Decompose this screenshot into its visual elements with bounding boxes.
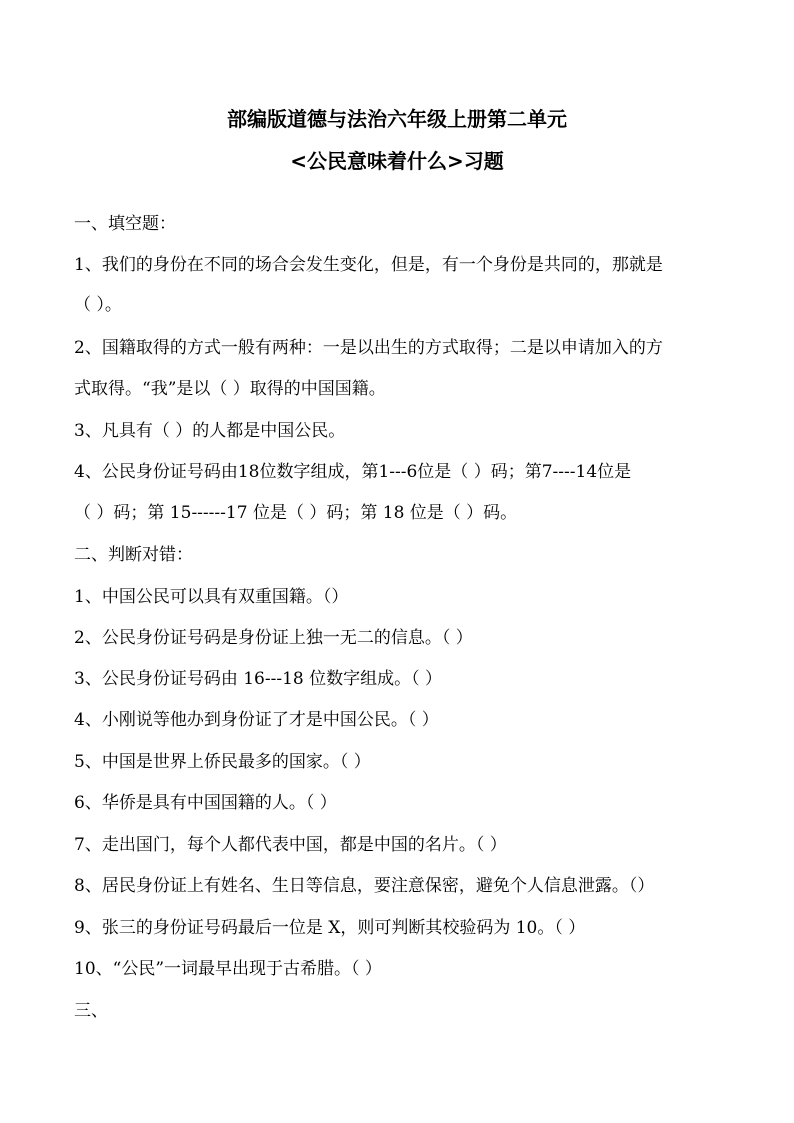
question-4-line-1: 4、公民身份证号码由18位数字组成，第1---6位是（ ）码；第7----14位是 bbox=[74, 462, 632, 482]
judgment-item-2: 2、公民身份证号码是身份证上独一无二的信息。（ ） bbox=[74, 628, 473, 648]
question-1-line-2: （ ）。 bbox=[74, 295, 122, 315]
judgment-item-7: 7、走出国门，每个人都代表中国，都是中国的名片。（ ） bbox=[74, 835, 507, 855]
question-3: 3、凡具有（ ）的人都是中国公民。 bbox=[74, 421, 346, 441]
question-1-line-1: 1、我们的身份在不同的场合会发生变化，但是，有一个身份是共同的，那就是 bbox=[74, 255, 663, 275]
question-2-line-1: 2、国籍取得的方式一般有两种：一是以出生的方式取得；二是以申请加入的方 bbox=[74, 338, 663, 358]
judgment-item-4: 4、小刚说等他办到身份证了才是中国公民。（ ） bbox=[74, 710, 439, 730]
section-3-heading: 三、 bbox=[74, 1001, 108, 1021]
question-4-line-2: （ ）码；第 15------17 位是（ ）码；第 18 位是（ ）码。 bbox=[74, 503, 518, 523]
judgment-item-6: 6、华侨是具有中国国籍的人。（ ） bbox=[74, 793, 337, 813]
document-title-line-1: 部编版道德与法治六年级上册第二单元 bbox=[227, 107, 567, 131]
judgment-item-5: 5、中国是世界上侨民最多的国家。（ ） bbox=[74, 752, 371, 772]
question-2-line-2: 式取得。“我”是以（ ）取得的中国国籍。 bbox=[74, 379, 386, 399]
judgment-item-8: 8、居民身份证上有姓名、生日等信息，要注意保密，避免个人信息泄露。（） bbox=[74, 876, 655, 896]
judgment-item-10: 10、“公民”一词最早出现于古希腊。（ ） bbox=[74, 959, 382, 979]
section-2-heading: 二、判断对错： bbox=[74, 545, 193, 565]
judgment-item-3: 3、公民身份证号码由 16---18 位数字组成。（ ） bbox=[74, 669, 443, 689]
document-title-line-2: <公民意味着什么>习题 bbox=[290, 149, 504, 173]
judgment-item-9: 9、张三的身份证号码最后一位是 X，则可判断其校验码为 10。（ ） bbox=[74, 918, 586, 938]
judgment-item-1: 1、中国公民可以具有双重国籍。（） bbox=[74, 587, 349, 607]
section-1-heading: 一、填空题： bbox=[74, 214, 176, 234]
